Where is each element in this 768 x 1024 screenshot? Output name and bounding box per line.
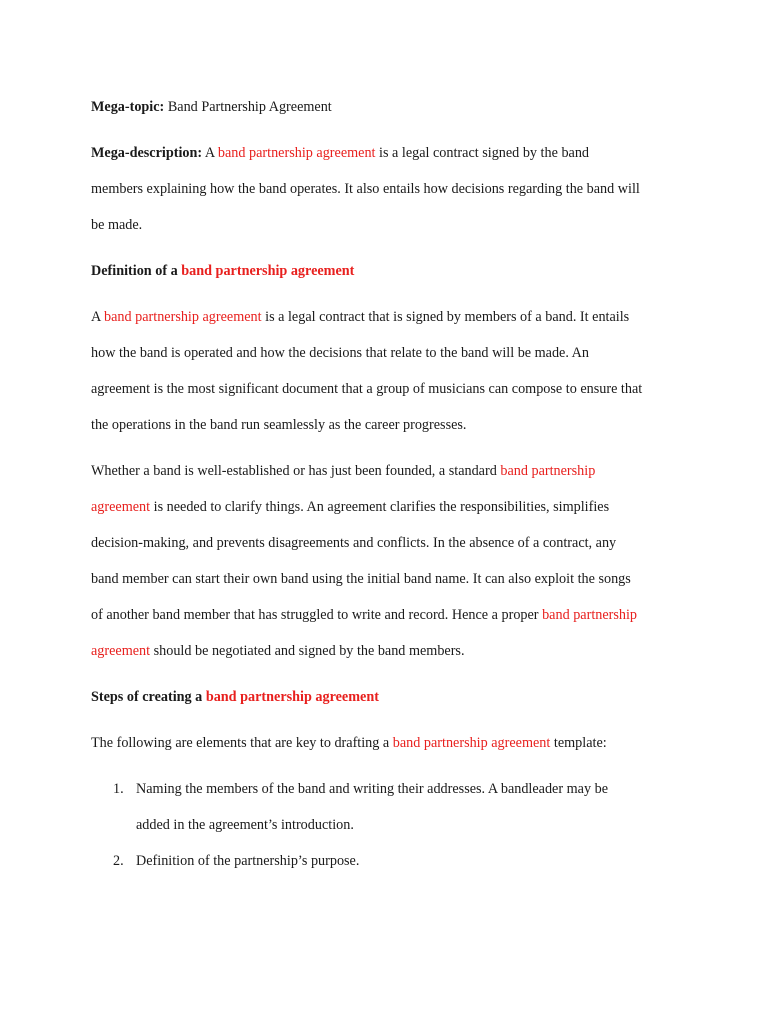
steps-heading-prefix: Steps of creating a bbox=[91, 689, 206, 705]
steps-intro bbox=[91, 725, 691, 761]
steps-heading bbox=[91, 679, 691, 715]
paragraph2-line-2 bbox=[91, 489, 691, 525]
paragraph1-line-2: how the band is operated and how the decisions that relate to the band will be made. An bbox=[91, 345, 590, 361]
mega-description-pre: A bbox=[202, 145, 218, 161]
paragraph-importance bbox=[91, 453, 691, 669]
steps-heading-link[interactable]: band partnership agreement bbox=[205, 689, 379, 705]
paragraph2-link-2b[interactable]: agreement bbox=[91, 643, 151, 659]
mega-description bbox=[91, 135, 691, 243]
definition-heading-link[interactable]: band partnership agreement bbox=[181, 263, 355, 279]
paragraph2-line5-pre: of another band member that has struggled to write and record. Hence a proper bbox=[91, 607, 543, 623]
paragraph1-line-4: the operations in the band run seamlessly as the career progresses. bbox=[91, 417, 467, 433]
mega-description-line-3: be made. bbox=[91, 217, 143, 233]
mega-description-rest: is a legal contract signed by the band bbox=[375, 145, 590, 161]
paragraph1-line-3: agreement is the most significant document that a group of musicians can compose to ensure that bbox=[91, 381, 643, 397]
document-body bbox=[91, 89, 691, 879]
paragraph2-line-6 bbox=[91, 633, 691, 669]
paragraph-definition bbox=[91, 299, 691, 443]
paragraph2-link-1a[interactable]: band partnership bbox=[500, 463, 596, 479]
list-item-line-2: added in the agreement’s introduction. bbox=[136, 817, 354, 833]
paragraph1-link[interactable]: band partnership agreement bbox=[104, 309, 262, 325]
paragraph2-line-5 bbox=[91, 597, 691, 633]
paragraph1-line-1 bbox=[91, 299, 691, 335]
steps-intro-link[interactable]: band partnership agreement bbox=[392, 735, 551, 751]
steps-intro-post: template: bbox=[550, 735, 607, 751]
paragraph2-line-3: decision-making, and prevents disagreements and conflicts. In the absence of a contract, any bbox=[91, 535, 617, 551]
definition-heading bbox=[91, 253, 691, 289]
paragraph2-line6-rest: should be negotiated and signed by the band members. bbox=[150, 643, 465, 659]
list-item-line-1: Definition of the partnership’s purpose. bbox=[136, 853, 360, 869]
mega-topic-text: Band Partnership Agreement bbox=[164, 99, 332, 115]
list-item bbox=[91, 771, 691, 843]
paragraph1-pre: A bbox=[91, 309, 105, 325]
paragraph2-line2-rest: is needed to clarify things. An agreement clarifies the responsibilities, simplifies bbox=[150, 499, 610, 515]
paragraph2-line-1 bbox=[91, 453, 691, 489]
list-item-number: 2. bbox=[113, 853, 124, 869]
list-item-number: 1. bbox=[113, 781, 124, 797]
list-item-line-1: Naming the members of the band and writing their addresses. A bandleader may be bbox=[136, 781, 608, 797]
list-item bbox=[91, 843, 691, 879]
mega-topic bbox=[91, 89, 691, 125]
paragraph1-rest: is a legal contract that is signed by members of a band. It entails bbox=[261, 309, 630, 325]
mega-description-label: Mega-description: bbox=[91, 145, 203, 161]
mega-description-link[interactable]: band partnership agreement bbox=[217, 145, 376, 161]
paragraph2-link-1b[interactable]: agreement bbox=[91, 499, 151, 515]
mega-description-line-2: members explaining how the band operates. It also entails how decisions regarding the band will bbox=[91, 181, 640, 197]
paragraph2-line1-pre: Whether a band is well-established or has just been founded, a standard bbox=[91, 463, 501, 479]
steps-list bbox=[91, 771, 691, 879]
mega-topic-label: Mega-topic: bbox=[91, 99, 165, 115]
steps-intro-pre: The following are elements that are key to drafting a bbox=[91, 735, 393, 751]
definition-heading-prefix: Definition of a bbox=[91, 263, 182, 279]
mega-description-line-1 bbox=[91, 135, 691, 171]
paragraph2-link-2a[interactable]: band partnership bbox=[542, 607, 638, 623]
paragraph2-line-4: band member can start their own band using the initial band name. It can also exploit the songs bbox=[91, 571, 631, 587]
